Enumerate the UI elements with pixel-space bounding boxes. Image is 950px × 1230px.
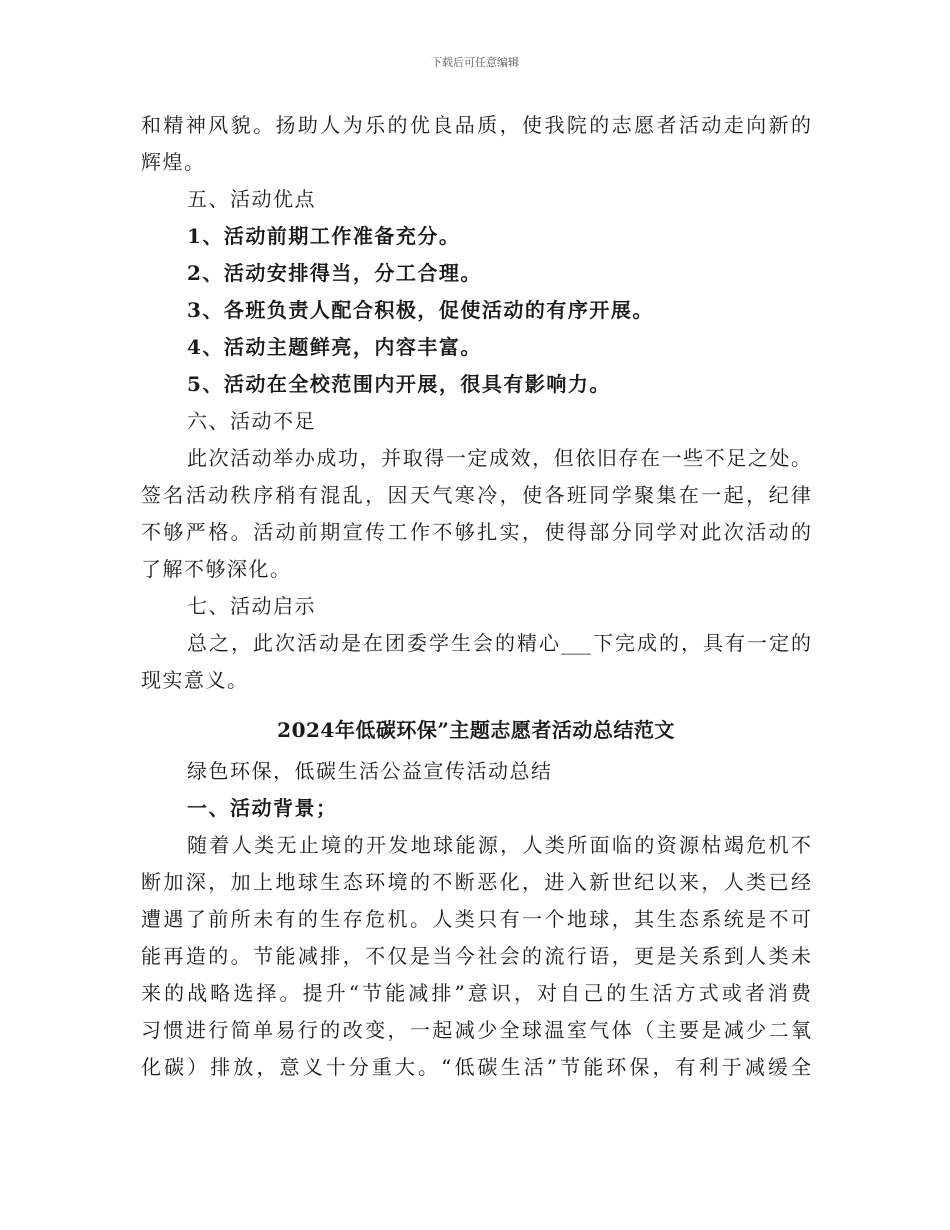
section-heading: 一、活动背景；	[187, 796, 338, 820]
download-note: 下载后可任意编辑	[431, 56, 519, 69]
paragraph-line: 此次活动举办成功，并取得一定成效，但依旧存在一些不足之处。	[187, 446, 811, 470]
paragraph-line: 签名活动秩序稍有混乱，因天气寒冷，使各班同学聚集在一起，纪律	[141, 483, 811, 507]
list-item: 4、活动主题鲜亮，内容丰富。	[187, 335, 482, 359]
section-heading: 七、活动启示	[187, 594, 316, 618]
paragraph-line: 随着人类无止境的开发地球能源，人类所面临的资源枯竭危机不	[187, 833, 811, 857]
article-title: 2024年低碳环保”主题志愿者活动总结范文	[277, 718, 675, 742]
paragraph-line: 习惯进行简单易行的改变，一起减少全球温室气体（主要是减少二氧	[141, 1018, 811, 1042]
document-body	[141, 107, 811, 1086]
list-item: 2、活动安排得当，分工合理。	[187, 261, 482, 285]
section-heading: 六、活动不足	[187, 409, 316, 433]
paragraph-line: 现实意义。	[141, 668, 249, 692]
paragraph-line: 了解不够深化。	[141, 557, 292, 581]
paragraph-line: 化碳）排放，意义十分重大。“低碳生活”节能环保，有利于减缓全	[141, 1055, 811, 1079]
subtitle-line: 绿色环保，低碳生活公益宣传活动总结	[187, 759, 553, 783]
section-heading: 五、活动优点	[187, 187, 316, 211]
list-item: 5、活动在全校范围内开展，很具有影响力。	[187, 372, 611, 396]
paragraph-line: 遭遇了前所未有的生存危机。人类只有一个地球，其生态系统是不可	[141, 907, 811, 931]
paragraph-line: 断加深，加上地球生态环境的不断恶化，进入新世纪以来，人类已经	[141, 870, 811, 894]
paragraph-line: 来的战略选择。提升“节能减排”意识，对自己的生活方式或者消费	[141, 981, 811, 1005]
paragraph-line: 和精神风貌。扬助人为乐的优良品质，使我院的志愿者活动走向新的	[141, 113, 811, 137]
list-item: 3、各班负责人配合积极，促使活动的有序开展。	[187, 298, 654, 322]
paragraph-line: 总之，此次活动是在团委学生会的精心___下完成的，具有一定的	[187, 631, 811, 655]
list-item: 1、活动前期工作准备充分。	[187, 224, 461, 248]
paragraph-line: 辉煌。	[141, 150, 206, 174]
paragraph-line: 能再造的。节能减排，不仅是当今社会的流行语，更是关系到人类未	[141, 944, 811, 968]
paragraph-line: 不够严格。活动前期宣传工作不够扎实，使得部分同学对此次活动的	[141, 520, 811, 544]
